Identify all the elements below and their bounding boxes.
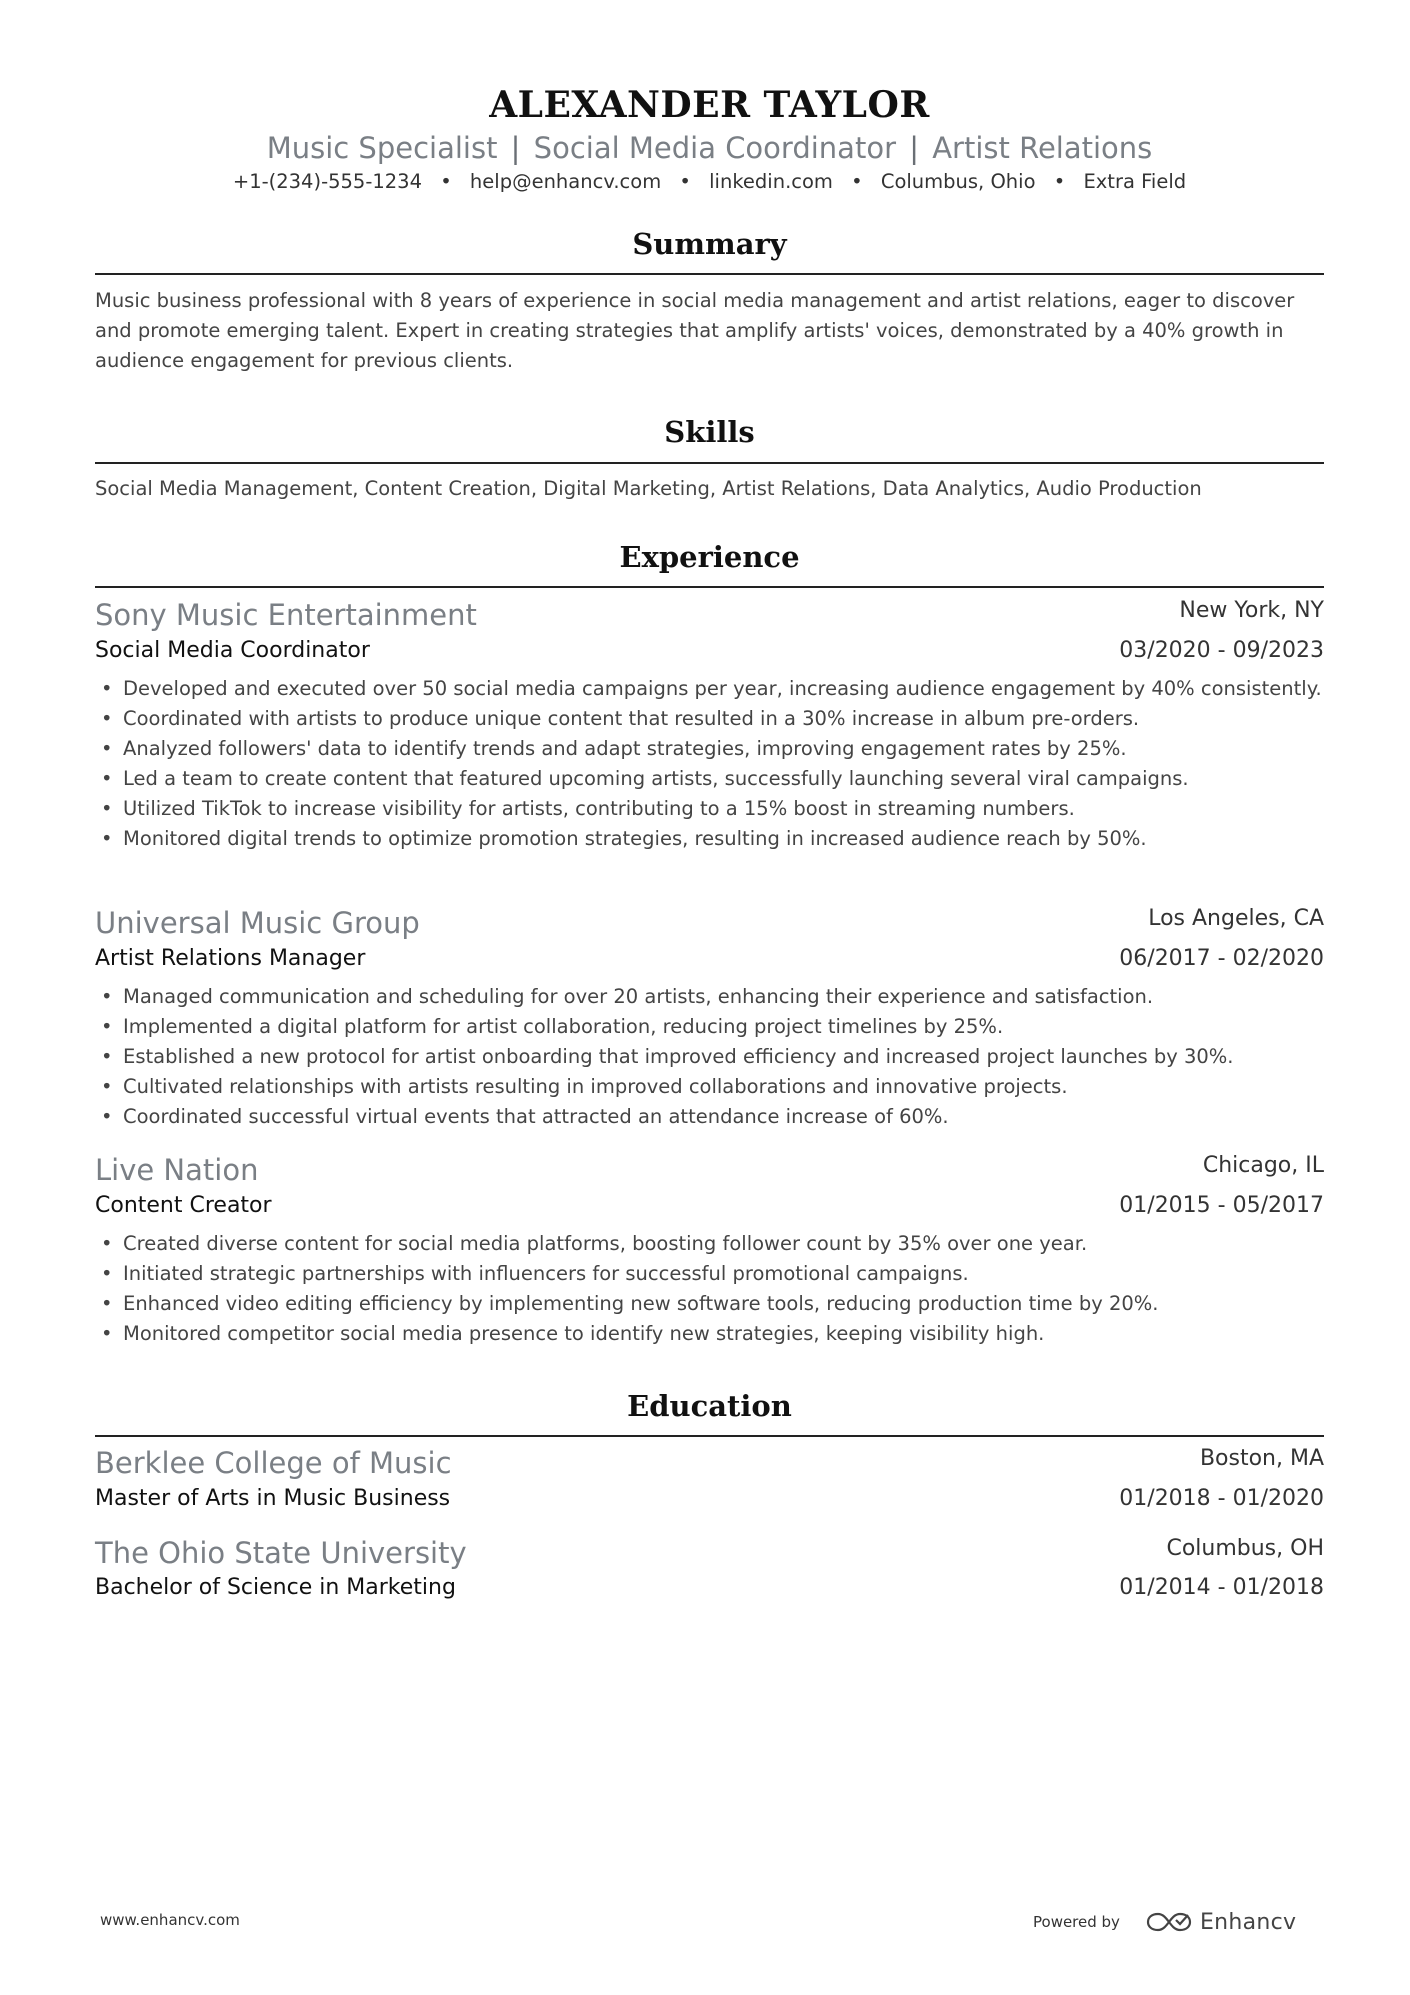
job-dates: 03/2020 - 09/2023 [1119, 638, 1324, 663]
degree: Master of Arts in Music Business [95, 1486, 451, 1511]
list-item: • Utilized TikTok to increase visibility for artists, contributing to a 15% boost in streaming numbers. [95, 794, 1324, 824]
list-item: • Developed and executed over 50 social media campaigns per year, increasing audience engagement by 40% consistently. [95, 674, 1324, 704]
job-role: Artist Relations Manager [95, 946, 366, 971]
contact-line [95, 170, 1324, 193]
job-role: Social Media Coordinator [95, 638, 370, 663]
school-location: Boston, MA [1199, 1446, 1324, 1471]
section-title-experience: Experience [619, 540, 800, 574]
job-bullets [95, 674, 1324, 854]
job-subheader [95, 638, 1324, 672]
headline-title: Social Media Coordinator [533, 131, 896, 165]
location: Columbus, Ohio [880, 170, 1036, 193]
headline-title: Music Specialist [266, 131, 498, 165]
list-item: • Initiated strategic partnerships with influencers for successful promotional campaigns. [95, 1259, 1324, 1289]
list-item: • Cultivated relationships with artists resulting in improved collaborations and innovative projects. [95, 1072, 1324, 1102]
education-subheader [95, 1575, 1324, 1609]
job-role: Content Creator [95, 1193, 272, 1218]
education-dates: 01/2018 - 01/2020 [1119, 1486, 1324, 1511]
candidate-name: ALEXANDER TAYLOR [489, 84, 930, 126]
list-item: • Monitored competitor social media presence to identify new strategies, keeping visibility high. [95, 1319, 1324, 1349]
school-name: Berklee College of Music [95, 1446, 452, 1480]
job-dates: 06/2017 - 02/2020 [1119, 946, 1324, 971]
phone: +1-(234)-555-1234 [232, 170, 422, 193]
headline-title: Artist Relations [932, 131, 1153, 165]
school-location: Columbus, OH [1166, 1536, 1324, 1561]
summary-text: Music business professional with 8 years of experience in social media management and artist relations, eager to discover and promote emerging talent. Expert in creating strategies that amplify artists' voices, demonstrated by a 40% growth in audience engagement for previous clients. [95, 289, 1295, 372]
job-header [95, 598, 1324, 632]
brand-name: Enhancv [1199, 1909, 1297, 1935]
email-link[interactable]: help@enhancv.com [469, 170, 662, 193]
company-name: Sony Music Entertainment [95, 598, 477, 632]
website-link[interactable]: www.enhancv.com [100, 1911, 240, 1929]
company-name: Universal Music Group [95, 906, 420, 940]
school-name: The Ohio State University [95, 1536, 467, 1570]
job-dates: 01/2015 - 05/2017 [1119, 1193, 1324, 1218]
degree: Bachelor of Science in Marketing [95, 1575, 456, 1600]
contact-separator: • [851, 170, 863, 193]
company-name: Live Nation [95, 1153, 259, 1187]
title-separator: | [510, 131, 521, 165]
job-bullets [95, 982, 1324, 1132]
contact-separator: • [440, 170, 452, 193]
title-separator: | [909, 131, 919, 165]
job-location: New York, NY [1179, 598, 1324, 623]
list-item: • Coordinated successful virtual events that attracted an attendance increase of 60%. [95, 1102, 1324, 1132]
list-item: • Enhanced video editing efficiency by implementing new software tools, reducing production time by 20%. [95, 1289, 1324, 1319]
enhancv-logo-icon [1146, 1910, 1192, 1934]
list-item: • Analyzed followers' data to identify trends and adapt strategies, improving engagement rates by 25%. [95, 734, 1324, 764]
list-item: • Managed communication and scheduling for over 20 artists, enhancing their experience and satisfaction. [95, 982, 1324, 1012]
list-item: • Created diverse content for social media platforms, boosting follower count by 35% over one year. [95, 1229, 1324, 1259]
education-header [95, 1536, 1324, 1570]
section-title-education: Education [627, 1389, 792, 1423]
extra-field: Extra Field [1083, 170, 1187, 193]
education-header [95, 1446, 1324, 1480]
list-item: • Led a team to create content that featured upcoming artists, successfully launching several viral campaigns. [95, 764, 1324, 794]
powered-by-label: Powered by [1033, 1913, 1120, 1931]
section-title-skills: Skills [664, 415, 755, 449]
list-item: • Implemented a digital platform for artist collaboration, reducing project timelines by 25%. [95, 1012, 1324, 1042]
job-header [95, 906, 1324, 940]
job-subheader [95, 946, 1324, 980]
job-header [95, 1153, 1324, 1187]
section-divider [95, 586, 1324, 588]
job-location: Los Angeles, CA [1148, 906, 1324, 931]
list-item: • Established a new protocol for artist onboarding that improved efficiency and increased project launches by 30%. [95, 1042, 1324, 1072]
headline-titles [95, 131, 1324, 165]
education-dates: 01/2014 - 01/2018 [1119, 1575, 1324, 1600]
list-item: • Coordinated with artists to produce unique content that resulted in a 30% increase in album pre-orders. [95, 704, 1324, 734]
skills-text: Social Media Management, Content Creation, Digital Marketing, Artist Relations, Data Analytics, Audio Production [95, 477, 1202, 500]
section-divider [95, 1435, 1324, 1437]
powered-by [1033, 1907, 1296, 1937]
section-divider [95, 273, 1324, 275]
education-subheader [95, 1486, 1324, 1520]
contact-separator: • [1053, 170, 1066, 193]
section-divider [95, 462, 1324, 464]
job-subheader [95, 1193, 1324, 1227]
contact-separator: • [679, 170, 691, 193]
list-item: • Monitored digital trends to optimize promotion strategies, resulting in increased audience reach by 50%. [95, 824, 1324, 854]
brand-logo[interactable] [1146, 1910, 1296, 1935]
job-location: Chicago, IL [1202, 1153, 1324, 1178]
linkedin-link[interactable]: linkedin.com [709, 170, 833, 193]
section-title-summary: Summary [632, 227, 787, 261]
job-bullets [95, 1229, 1324, 1349]
